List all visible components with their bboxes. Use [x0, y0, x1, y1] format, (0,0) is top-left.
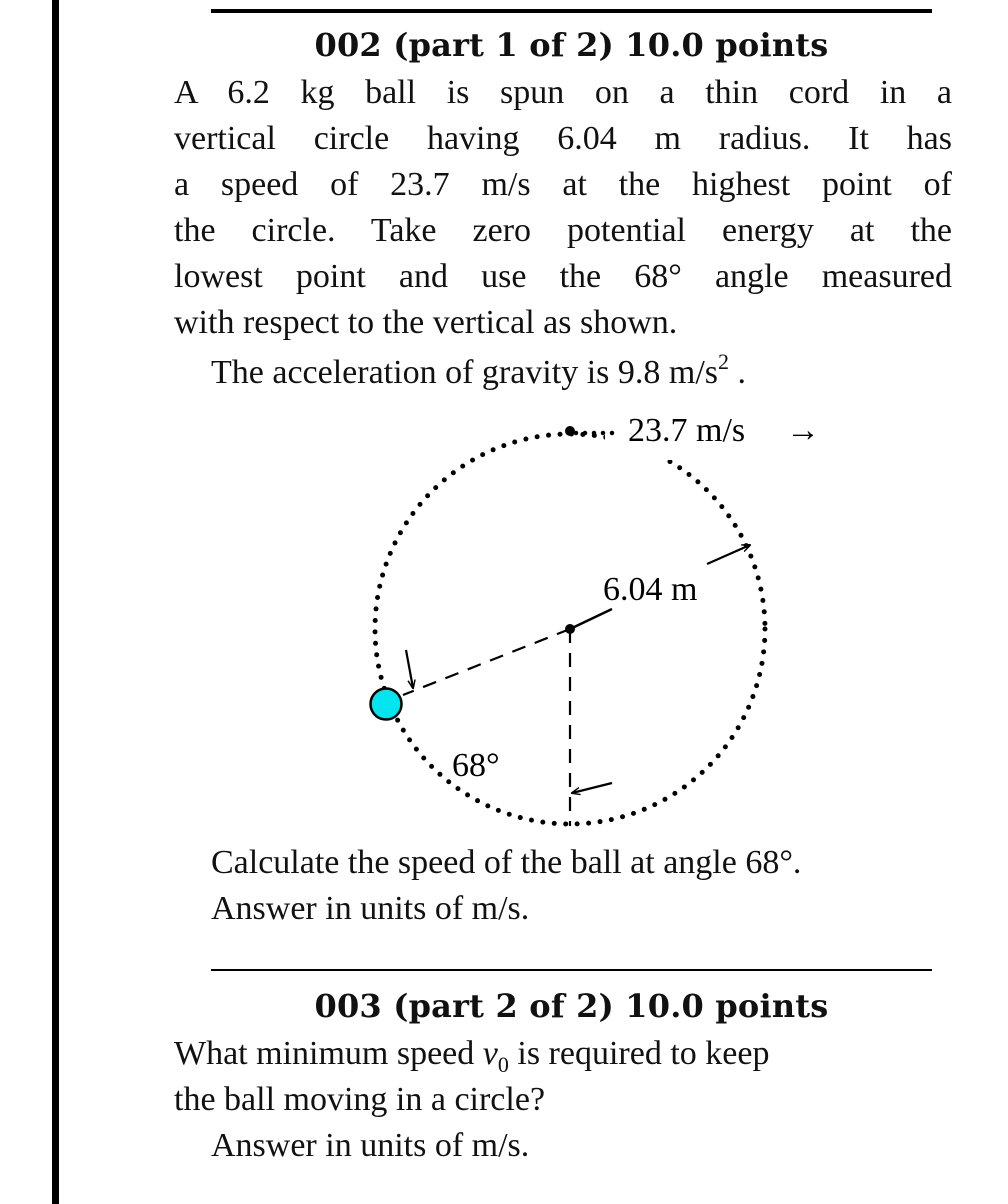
- radius-line: [570, 609, 612, 629]
- cord-dashed-line: [403, 629, 570, 695]
- radius-arrow-icon: [707, 545, 750, 564]
- speed-arrow-icon: →: [786, 412, 820, 449]
- q2-answer-units: Answer in units of m/s.: [211, 1127, 530, 1164]
- angle-label: 68°: [452, 747, 500, 784]
- top-point: [565, 426, 575, 436]
- gravity-exponent: 2: [718, 349, 729, 374]
- calculate-line: Calculate the speed of the ball at angle 68°.: [211, 844, 802, 881]
- q2-line-1-post: is required to keep: [508, 1035, 770, 1072]
- q1-answer-units: Answer in units of m/s.: [211, 890, 530, 927]
- variable-v: v: [482, 1035, 498, 1072]
- angle-arrow-left-icon: [406, 650, 413, 688]
- speed-label: 23.7 m/s: [628, 412, 746, 449]
- q2-line-2: the ball moving in a circle?: [174, 1081, 546, 1118]
- variable-subscript: 0: [497, 1051, 509, 1077]
- ball: [371, 689, 402, 720]
- angle-arrow-right-icon: [572, 783, 612, 793]
- question-003-heading: 003 (part 2 of 2) 10.0 points: [314, 987, 829, 1025]
- question-003-text: [174, 1031, 952, 1123]
- middle-divider: [211, 969, 932, 971]
- q1-line-1: A 6.2 kg ball is spun on a thin cord in a: [174, 74, 952, 111]
- gravity-end: .: [729, 354, 746, 391]
- q2-line-1: [174, 1031, 952, 1077]
- question-002-heading: 002 (part 1 of 2) 10.0 points: [314, 26, 829, 64]
- q1-line-4: the circle. Take zero potential energy at the: [174, 212, 952, 249]
- radius-label: 6.04 m: [603, 571, 698, 608]
- gravity-text: The acceleration of gravity is 9.8 m/s: [211, 354, 718, 391]
- q2-line-1-words: [174, 1031, 769, 1077]
- q1-line-2: vertical circle having 6.04 m radius. It has: [174, 120, 952, 157]
- q2-line-1-pre: What minimum speed: [174, 1035, 483, 1072]
- q1-line-5: lowest point and use the 68° angle measured: [174, 258, 952, 295]
- q1-line-3: a speed of 23.7 m/s at the highest point of: [174, 166, 952, 203]
- q1-line-6: with respect to the vertical as shown.: [174, 304, 678, 341]
